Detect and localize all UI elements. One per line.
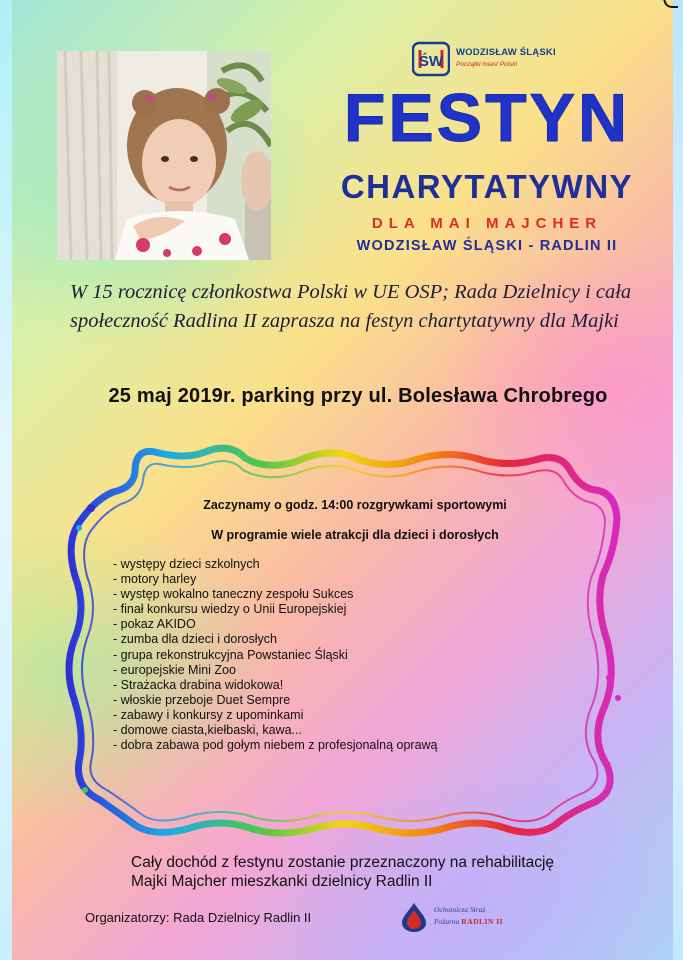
list-item: - występy dzieci szkolnych: [113, 557, 260, 571]
left-edge-strip: [0, 0, 12, 960]
program-attractions-header: W programie wiele atrakcji dla dzieci i dorosłych: [211, 528, 499, 542]
osp-line-2: [434, 917, 503, 926]
osp-line-1: Ochotnicza Straż: [434, 905, 486, 914]
intro-text: W 15 rocznicę członkostwa Polski w UE OSP; Rada Dzielnicy i cała społeczność Radlina II zaprasza na festyn chartytatywny dla Majki: [70, 281, 632, 332]
list-item: - dobra zabawa pod gołym niebem z profesjonalną oprawą: [113, 738, 438, 753]
list-item: - włoskie przeboje Duet Sempre: [113, 692, 291, 707]
city-logo: [412, 40, 572, 80]
organizers: Organizatorzy: Rada Dzielnicy Radlin II: [85, 910, 312, 925]
corner-mark-icon: [661, 0, 679, 12]
list-item: - motory harley: [113, 572, 197, 587]
title-charity: CHARYTATYWNY: [340, 168, 634, 205]
city-name: WODZISŁAW ŚLĄSKI: [456, 47, 556, 58]
osp-line-2-label: Pożarna: [434, 917, 460, 926]
list-item: - pokaz AKIDO: [113, 617, 196, 632]
income-line-1: Cały dochód z festynu zostanie przeznaczony na rehabilitację: [131, 854, 555, 871]
income-note: [131, 853, 651, 891]
date-and-venue: 25 maj 2019r. parking przy ul. Bolesława Chrobrego: [108, 385, 608, 407]
flame-drop-icon: [400, 902, 428, 932]
right-edge-strip: [673, 0, 683, 960]
list-item: - domowe ciasta,kiełbaski, kawa...: [113, 723, 302, 738]
income-line-2: Majki Majcher mieszkanki dzielnicy Radlin II: [131, 873, 433, 890]
crest-letters: ŚW: [418, 53, 444, 70]
program-start: Zaczynamy o godz. 14:00 rozgrywkami sportowymi: [203, 498, 507, 512]
title-dedication: DLA MAI MAJCHER: [371, 215, 603, 232]
list-item: - zabawy i konkursy z upominkami: [113, 707, 304, 722]
attractions-list: [113, 557, 438, 753]
city-tagline: Początki miast Polski: [456, 61, 518, 68]
title-location: WODZISŁAW ŚLĄSKI - RADLIN II: [356, 238, 618, 254]
title-festyn: FESTYN: [343, 80, 631, 156]
osp-place: RADLIN II: [461, 917, 504, 926]
fire-brigade-logo: [400, 900, 540, 934]
city-crest-icon: [412, 40, 450, 78]
list-item: - zumba dla dzieci i dorosłych: [113, 632, 277, 647]
list-item: - występ wokalno taneczny zespołu Sukces: [113, 587, 354, 602]
child-photo: [57, 51, 271, 260]
list-item: - europejskie Mini Zoo: [113, 662, 236, 677]
list-item: - finał konkursu wiedzy o Unii Europejskiej: [113, 602, 347, 617]
list-item: - grupa rekonstrukcyjna Powstaniec Śląski: [113, 647, 348, 662]
list-item: - Strażacka drabina widokowa!: [113, 677, 284, 692]
